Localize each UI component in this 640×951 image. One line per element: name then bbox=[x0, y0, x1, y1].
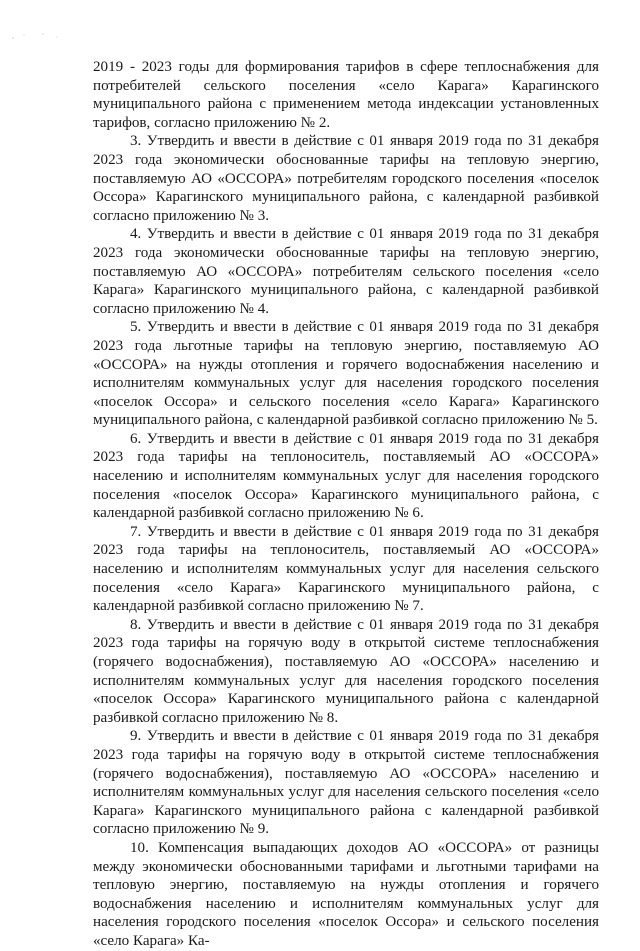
scan-noise-marks bbox=[10, 30, 70, 42]
paragraph-continuation: 2019 - 2023 годы для формирования тарифов в сфере теплоснабжения для потребителей сельского поселения «село Карага» Карагинского муниципального района с применением метода индексации установленных тарифов, согласно приложению № 2. bbox=[93, 59, 599, 131]
paragraph-item-8: 8. Утвердить и ввести в действие с 01 января 2019 года по 31 декабря 2023 года тарифы на горячую воду в открытой системе теплоснабжения (горячего водоснабжения), поставляемую АО «ОССОРА» населению и исполнителям коммунальных услуг для населения городского поселения «поселок Оссора» Карагинского муниципального района с календарной разбивкой согласно приложению № 8. bbox=[93, 616, 599, 726]
paragraph-item-10: 10. Компенсация выпадающих доходов АО «ОССОРА» от разницы между экономически обоснованными тарифами и льготными тарифами на тепловую энергию, поставляемую на нужды отопления и горячего водоснабжения населению и исполнителям коммунальных услуг для населения городского поселения «поселок Оссора» и сельского поселения «село Карага» Ка- bbox=[93, 839, 599, 949]
paragraph-item-4: 4. Утвердить и ввести в действие с 01 января 2019 года по 31 декабря 2023 года экономически обоснованные тарифы на тепловую энергию, поставляемую АО «ОССОРА» потребителям сельского поселения «село Карага» Карагинского муниципального района, с календарной разбивкой согласно приложению № 4. bbox=[93, 226, 599, 317]
paragraph-item-5: 5. Утвердить и ввести в действие с 01 января 2019 года по 31 декабря 2023 года льготные тарифы на тепловую энергию, поставляемую АО «ОССОРА» на нужды отопления и горячего водоснабжения населению и исполнителям коммунальных услуг для населения городского поселения «поселок Оссора» и сельского поселения «село Карага» Карагинского муниципального района, с календарной разбивкой согласно приложению № 5. bbox=[93, 319, 599, 429]
paragraph-item-6: 6. Утвердить и ввести в действие с 01 января 2019 года по 31 декабря 2023 года тарифы на теплоноситель, поставляемый АО «ОССОРА» населению и исполнителям коммунальных услуг для населения городского поселения «поселок Оссора» Карагинского муниципального района, с календарной разбивкой согласно приложению № 6. bbox=[93, 430, 599, 522]
paragraph-item-3: 3. Утвердить и ввести в действие с 01 января 2019 года по 31 декабря 2023 года экономически обоснованные тарифы на тепловую энергию, поставляемую АО «ОССОРА» потребителям городского поселения «поселок Оссора» Карагинского муниципального района, с календарной разбивкой согласно приложению № 3. bbox=[93, 133, 599, 224]
paragraph-item-7: 7. Утвердить и ввести в действие с 01 января 2019 года по 31 декабря 2023 года тарифы на теплоноситель, поставляемый АО «ОССОРА» населению и исполнителям коммунальных услуг для населения сельского поселения «село Карага» Карагинского муниципального района, с календарной разбивкой согласно приложению № 7. bbox=[93, 523, 599, 615]
paragraph-item-9: 9. Утвердить и ввести в действие с 01 января 2019 года по 31 декабря 2023 года тарифы на горячую воду в открытой системе теплоснабжения (горячего водоснабжения), поставляемую АО «ОССОРА» населению и исполнителям коммунальных услуг для населения сельского поселения «село Карага» Карагинского муниципального района с календарной разбивкой согласно приложению № 9. bbox=[93, 728, 599, 838]
document-body bbox=[93, 58, 599, 951]
